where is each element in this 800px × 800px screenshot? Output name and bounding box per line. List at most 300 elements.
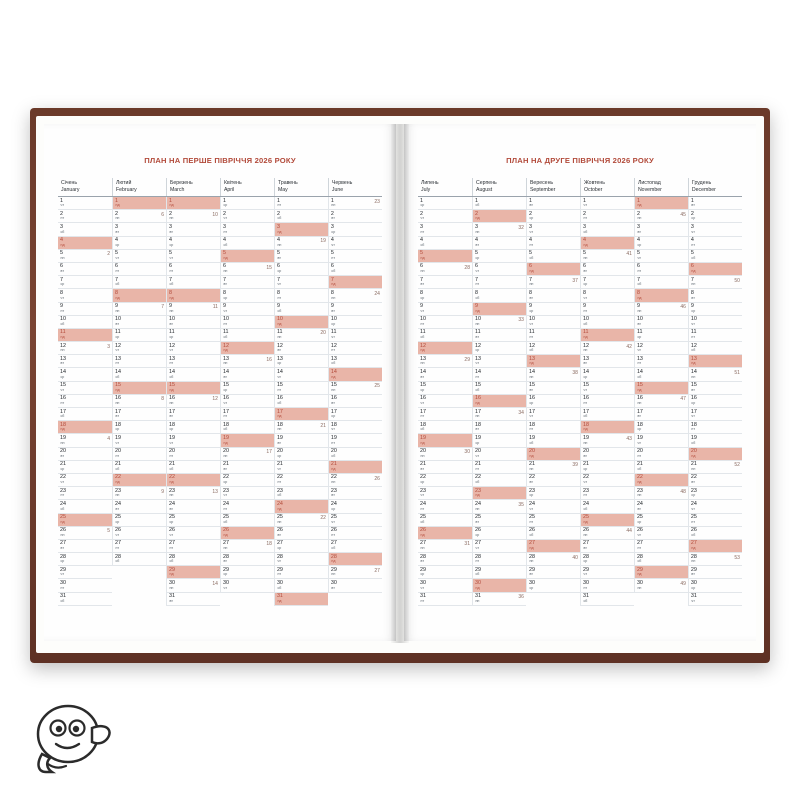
day-cell[interactable]: [418, 408, 472, 421]
day-cell[interactable]: [688, 593, 742, 606]
day-cell[interactable]: [472, 316, 526, 329]
day-cell[interactable]: [580, 210, 634, 223]
day-cell[interactable]: [112, 461, 166, 474]
day-cell[interactable]: [220, 237, 274, 250]
day-cell[interactable]: [418, 237, 472, 250]
day-cell[interactable]: [274, 566, 328, 579]
day-cell[interactable]: [526, 382, 580, 395]
day-cell[interactable]: [58, 210, 112, 223]
day-cell[interactable]: [688, 527, 742, 540]
day-cell[interactable]: [166, 593, 220, 606]
day-cell[interactable]: [526, 395, 580, 408]
day-cell[interactable]: [580, 342, 634, 355]
day-cell[interactable]: [526, 329, 580, 342]
day-cell[interactable]: [688, 250, 742, 263]
day-cell[interactable]: [634, 448, 688, 461]
day-cell[interactable]: [472, 210, 526, 223]
day-cell[interactable]: [274, 303, 328, 316]
day-cell[interactable]: [688, 540, 742, 553]
day-cell[interactable]: [688, 368, 742, 381]
day-cell[interactable]: [634, 474, 688, 487]
day-cell[interactable]: [58, 395, 112, 408]
day-cell[interactable]: [688, 579, 742, 592]
day-cell[interactable]: [418, 461, 472, 474]
day-cell[interactable]: [112, 474, 166, 487]
day-cell[interactable]: [472, 579, 526, 592]
day-cell[interactable]: [58, 579, 112, 592]
day-cell[interactable]: [112, 368, 166, 381]
day-cell[interactable]: [472, 527, 526, 540]
day-cell[interactable]: [634, 289, 688, 302]
day-cell[interactable]: [688, 303, 742, 316]
day-cell[interactable]: [112, 210, 166, 223]
day-cell[interactable]: [634, 263, 688, 276]
day-cell[interactable]: [580, 448, 634, 461]
day-cell[interactable]: [328, 514, 382, 527]
day-cell[interactable]: [580, 329, 634, 342]
day-cell[interactable]: [580, 237, 634, 250]
day-cell[interactable]: [274, 329, 328, 342]
day-cell[interactable]: [472, 500, 526, 513]
day-cell[interactable]: [580, 566, 634, 579]
day-cell[interactable]: [580, 276, 634, 289]
day-cell[interactable]: [328, 342, 382, 355]
day-cell[interactable]: [328, 566, 382, 579]
day-cell[interactable]: [112, 553, 166, 566]
day-cell[interactable]: [688, 329, 742, 342]
day-cell[interactable]: [166, 289, 220, 302]
day-cell[interactable]: [166, 250, 220, 263]
day-cell[interactable]: [418, 316, 472, 329]
day-cell[interactable]: [112, 487, 166, 500]
day-cell[interactable]: [328, 368, 382, 381]
day-cell[interactable]: [328, 553, 382, 566]
day-cell[interactable]: [634, 579, 688, 592]
day-cell[interactable]: [220, 593, 274, 606]
day-cell[interactable]: [328, 408, 382, 421]
day-cell[interactable]: [418, 553, 472, 566]
day-cell[interactable]: [634, 527, 688, 540]
day-cell[interactable]: [112, 250, 166, 263]
day-cell[interactable]: [688, 355, 742, 368]
day-cell[interactable]: [328, 527, 382, 540]
day-cell[interactable]: [472, 566, 526, 579]
day-cell[interactable]: [112, 237, 166, 250]
day-cell[interactable]: [472, 593, 526, 606]
day-cell[interactable]: [418, 250, 472, 263]
day-cell[interactable]: [580, 408, 634, 421]
day-cell[interactable]: [166, 197, 220, 210]
day-cell[interactable]: [328, 355, 382, 368]
day-cell[interactable]: [274, 553, 328, 566]
day-cell[interactable]: [274, 223, 328, 236]
day-cell[interactable]: [220, 250, 274, 263]
day-cell[interactable]: [634, 355, 688, 368]
day-cell[interactable]: [328, 461, 382, 474]
day-cell[interactable]: [580, 593, 634, 606]
day-cell[interactable]: [112, 289, 166, 302]
day-cell[interactable]: [166, 237, 220, 250]
day-cell[interactable]: [58, 500, 112, 513]
day-cell[interactable]: [418, 263, 472, 276]
day-cell[interactable]: [688, 461, 742, 474]
day-cell[interactable]: [418, 579, 472, 592]
day-cell[interactable]: [634, 395, 688, 408]
day-cell[interactable]: [166, 514, 220, 527]
day-cell[interactable]: [220, 540, 274, 553]
day-cell[interactable]: [418, 500, 472, 513]
day-cell[interactable]: [472, 487, 526, 500]
day-cell[interactable]: [112, 223, 166, 236]
day-cell[interactable]: [220, 487, 274, 500]
day-cell[interactable]: [526, 434, 580, 447]
day-cell[interactable]: [220, 448, 274, 461]
day-cell[interactable]: [634, 434, 688, 447]
day-cell[interactable]: [220, 303, 274, 316]
day-cell[interactable]: [472, 448, 526, 461]
day-cell[interactable]: [220, 276, 274, 289]
day-cell[interactable]: [526, 263, 580, 276]
day-cell[interactable]: [688, 223, 742, 236]
day-cell[interactable]: [634, 500, 688, 513]
day-cell[interactable]: [220, 434, 274, 447]
day-cell[interactable]: [472, 303, 526, 316]
day-cell[interactable]: [634, 408, 688, 421]
day-cell[interactable]: [112, 566, 166, 579]
day-cell[interactable]: [580, 382, 634, 395]
day-cell[interactable]: [58, 382, 112, 395]
day-cell[interactable]: [166, 223, 220, 236]
day-cell[interactable]: [274, 593, 328, 606]
day-cell[interactable]: [58, 197, 112, 210]
day-cell[interactable]: [58, 316, 112, 329]
day-cell[interactable]: [328, 579, 382, 592]
day-cell[interactable]: [58, 342, 112, 355]
day-cell[interactable]: [580, 250, 634, 263]
day-cell[interactable]: [472, 421, 526, 434]
day-cell[interactable]: [58, 553, 112, 566]
day-cell[interactable]: [472, 514, 526, 527]
day-cell[interactable]: [688, 434, 742, 447]
day-cell[interactable]: [472, 474, 526, 487]
day-cell[interactable]: [634, 316, 688, 329]
day-cell[interactable]: [274, 237, 328, 250]
day-cell[interactable]: [274, 368, 328, 381]
day-cell[interactable]: [526, 355, 580, 368]
day-cell[interactable]: [112, 579, 166, 592]
day-cell[interactable]: [580, 289, 634, 302]
day-cell[interactable]: [688, 474, 742, 487]
day-cell[interactable]: [526, 593, 580, 606]
day-cell[interactable]: [166, 448, 220, 461]
day-cell[interactable]: [328, 210, 382, 223]
day-cell[interactable]: [112, 329, 166, 342]
day-cell[interactable]: [274, 448, 328, 461]
day-cell[interactable]: [418, 566, 472, 579]
day-cell[interactable]: [328, 474, 382, 487]
day-cell[interactable]: [112, 303, 166, 316]
day-cell[interactable]: [526, 276, 580, 289]
day-cell[interactable]: [418, 329, 472, 342]
day-cell[interactable]: [328, 223, 382, 236]
day-cell[interactable]: [634, 566, 688, 579]
day-cell[interactable]: [166, 527, 220, 540]
day-cell[interactable]: [634, 593, 688, 606]
day-cell[interactable]: [472, 197, 526, 210]
day-cell[interactable]: [526, 579, 580, 592]
day-cell[interactable]: [418, 527, 472, 540]
day-cell[interactable]: [580, 303, 634, 316]
day-cell[interactable]: [634, 197, 688, 210]
day-cell[interactable]: [580, 223, 634, 236]
day-cell[interactable]: [166, 540, 220, 553]
day-cell[interactable]: [580, 263, 634, 276]
day-cell[interactable]: [166, 461, 220, 474]
day-cell[interactable]: [418, 382, 472, 395]
day-cell[interactable]: [580, 461, 634, 474]
day-cell[interactable]: [274, 250, 328, 263]
day-cell[interactable]: [634, 461, 688, 474]
day-cell[interactable]: [688, 408, 742, 421]
day-cell[interactable]: [166, 263, 220, 276]
day-cell[interactable]: [688, 553, 742, 566]
day-cell[interactable]: [58, 474, 112, 487]
day-cell[interactable]: [688, 514, 742, 527]
day-cell[interactable]: [526, 250, 580, 263]
day-cell[interactable]: [220, 553, 274, 566]
day-cell[interactable]: [274, 579, 328, 592]
day-cell[interactable]: [472, 276, 526, 289]
day-cell[interactable]: [166, 316, 220, 329]
day-cell[interactable]: [328, 421, 382, 434]
day-cell[interactable]: [166, 487, 220, 500]
day-cell[interactable]: [688, 276, 742, 289]
day-cell[interactable]: [220, 500, 274, 513]
day-cell[interactable]: [634, 368, 688, 381]
day-cell[interactable]: [526, 540, 580, 553]
day-cell[interactable]: [472, 329, 526, 342]
day-cell[interactable]: [328, 382, 382, 395]
day-cell[interactable]: [112, 382, 166, 395]
day-cell[interactable]: [418, 355, 472, 368]
day-cell[interactable]: [526, 474, 580, 487]
day-cell[interactable]: [688, 289, 742, 302]
day-cell[interactable]: [220, 329, 274, 342]
day-cell[interactable]: [58, 514, 112, 527]
day-cell[interactable]: [58, 487, 112, 500]
day-cell[interactable]: [112, 593, 166, 606]
day-cell[interactable]: [688, 342, 742, 355]
day-cell[interactable]: [166, 500, 220, 513]
day-cell[interactable]: [58, 434, 112, 447]
day-cell[interactable]: [526, 289, 580, 302]
day-cell[interactable]: [526, 421, 580, 434]
day-cell[interactable]: [418, 474, 472, 487]
day-cell[interactable]: [526, 303, 580, 316]
day-cell[interactable]: [58, 237, 112, 250]
day-cell[interactable]: [418, 514, 472, 527]
day-cell[interactable]: [166, 395, 220, 408]
day-cell[interactable]: [580, 553, 634, 566]
day-cell[interactable]: [418, 395, 472, 408]
day-cell[interactable]: [166, 566, 220, 579]
day-cell[interactable]: [220, 461, 274, 474]
day-cell[interactable]: [418, 276, 472, 289]
day-cell[interactable]: [418, 223, 472, 236]
day-cell[interactable]: [634, 421, 688, 434]
day-cell[interactable]: [58, 223, 112, 236]
day-cell[interactable]: [274, 408, 328, 421]
day-cell[interactable]: [472, 434, 526, 447]
day-cell[interactable]: [220, 421, 274, 434]
day-cell[interactable]: [688, 237, 742, 250]
day-cell[interactable]: [634, 514, 688, 527]
day-cell[interactable]: [526, 500, 580, 513]
day-cell[interactable]: [526, 197, 580, 210]
day-cell[interactable]: [418, 303, 472, 316]
day-cell[interactable]: [328, 263, 382, 276]
day-cell[interactable]: [274, 210, 328, 223]
day-cell[interactable]: [112, 395, 166, 408]
day-cell[interactable]: [328, 487, 382, 500]
day-cell[interactable]: [580, 579, 634, 592]
day-cell[interactable]: [526, 487, 580, 500]
day-cell[interactable]: [634, 303, 688, 316]
day-cell[interactable]: [166, 434, 220, 447]
day-cell[interactable]: [274, 355, 328, 368]
day-cell[interactable]: [526, 223, 580, 236]
day-cell[interactable]: [634, 329, 688, 342]
day-cell[interactable]: [328, 276, 382, 289]
day-cell[interactable]: [634, 540, 688, 553]
day-cell[interactable]: [688, 421, 742, 434]
day-cell[interactable]: [220, 316, 274, 329]
day-cell[interactable]: [166, 342, 220, 355]
day-cell[interactable]: [166, 474, 220, 487]
day-cell[interactable]: [58, 448, 112, 461]
day-cell[interactable]: [220, 527, 274, 540]
day-cell[interactable]: [580, 355, 634, 368]
day-cell[interactable]: [220, 514, 274, 527]
day-cell[interactable]: [112, 527, 166, 540]
day-cell[interactable]: [580, 395, 634, 408]
day-cell[interactable]: [58, 329, 112, 342]
day-cell[interactable]: [328, 500, 382, 513]
day-cell[interactable]: [220, 395, 274, 408]
day-cell[interactable]: [58, 421, 112, 434]
day-cell[interactable]: [580, 487, 634, 500]
day-cell[interactable]: [328, 197, 382, 210]
day-cell[interactable]: [274, 382, 328, 395]
day-cell[interactable]: [688, 448, 742, 461]
day-cell[interactable]: [688, 197, 742, 210]
day-cell[interactable]: [328, 250, 382, 263]
day-cell[interactable]: [112, 514, 166, 527]
day-cell[interactable]: [220, 289, 274, 302]
day-cell[interactable]: [220, 210, 274, 223]
day-cell[interactable]: [526, 527, 580, 540]
day-cell[interactable]: [472, 408, 526, 421]
day-cell[interactable]: [634, 276, 688, 289]
day-cell[interactable]: [634, 250, 688, 263]
day-cell[interactable]: [274, 487, 328, 500]
day-cell[interactable]: [634, 553, 688, 566]
day-cell[interactable]: [688, 316, 742, 329]
day-cell[interactable]: [166, 382, 220, 395]
day-cell[interactable]: [688, 566, 742, 579]
day-cell[interactable]: [58, 408, 112, 421]
day-cell[interactable]: [634, 382, 688, 395]
day-cell[interactable]: [526, 514, 580, 527]
day-cell[interactable]: [526, 461, 580, 474]
day-cell[interactable]: [472, 461, 526, 474]
day-cell[interactable]: [526, 448, 580, 461]
day-cell[interactable]: [418, 210, 472, 223]
day-cell[interactable]: [274, 395, 328, 408]
day-cell[interactable]: [112, 355, 166, 368]
day-cell[interactable]: [220, 382, 274, 395]
day-cell[interactable]: [472, 368, 526, 381]
day-cell[interactable]: [634, 223, 688, 236]
day-cell[interactable]: [166, 210, 220, 223]
day-cell[interactable]: [472, 223, 526, 236]
day-cell[interactable]: [418, 289, 472, 302]
day-cell[interactable]: [166, 553, 220, 566]
day-cell[interactable]: [112, 500, 166, 513]
day-cell[interactable]: [580, 527, 634, 540]
day-cell[interactable]: [112, 276, 166, 289]
day-cell[interactable]: [274, 421, 328, 434]
day-cell[interactable]: [472, 355, 526, 368]
day-cell[interactable]: [220, 342, 274, 355]
day-cell[interactable]: [220, 355, 274, 368]
day-cell[interactable]: [112, 316, 166, 329]
day-cell[interactable]: [418, 368, 472, 381]
day-cell[interactable]: [166, 579, 220, 592]
day-cell[interactable]: [220, 368, 274, 381]
day-cell[interactable]: [580, 434, 634, 447]
day-cell[interactable]: [526, 408, 580, 421]
day-cell[interactable]: [634, 342, 688, 355]
day-cell[interactable]: [58, 303, 112, 316]
day-cell[interactable]: [328, 329, 382, 342]
day-cell[interactable]: [220, 566, 274, 579]
day-cell[interactable]: [580, 540, 634, 553]
day-cell[interactable]: [58, 527, 112, 540]
day-cell[interactable]: [328, 540, 382, 553]
day-cell[interactable]: [472, 540, 526, 553]
day-cell[interactable]: [328, 593, 382, 606]
day-cell[interactable]: [112, 434, 166, 447]
day-cell[interactable]: [112, 448, 166, 461]
day-cell[interactable]: [418, 540, 472, 553]
day-cell[interactable]: [526, 237, 580, 250]
day-cell[interactable]: [328, 395, 382, 408]
day-cell[interactable]: [274, 527, 328, 540]
day-cell[interactable]: [58, 461, 112, 474]
day-cell[interactable]: [472, 382, 526, 395]
day-cell[interactable]: [526, 368, 580, 381]
day-cell[interactable]: [328, 316, 382, 329]
day-cell[interactable]: [274, 540, 328, 553]
day-cell[interactable]: [328, 237, 382, 250]
day-cell[interactable]: [220, 474, 274, 487]
day-cell[interactable]: [112, 263, 166, 276]
day-cell[interactable]: [58, 289, 112, 302]
day-cell[interactable]: [688, 500, 742, 513]
day-cell[interactable]: [580, 500, 634, 513]
day-cell[interactable]: [472, 395, 526, 408]
